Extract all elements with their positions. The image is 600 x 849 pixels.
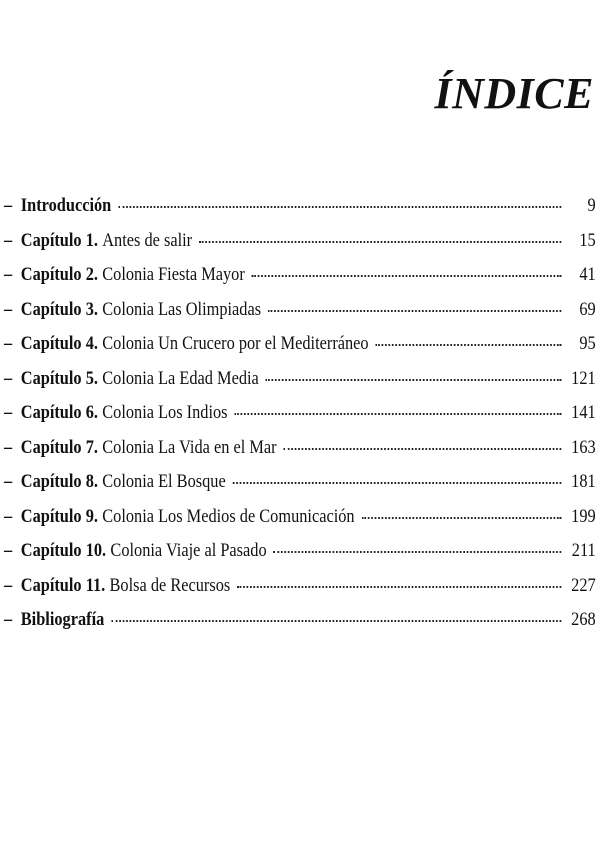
dot-leader xyxy=(375,344,561,346)
toc-entry xyxy=(4,196,596,231)
toc-entry xyxy=(4,576,596,611)
page-title: ÍNDICE xyxy=(434,69,594,118)
toc-entry xyxy=(4,403,596,438)
toc-entry xyxy=(4,231,596,266)
toc-entry xyxy=(4,438,596,473)
toc-entry-page-number: 15 xyxy=(579,229,596,251)
toc-entry-page-number: 163 xyxy=(571,436,596,458)
toc-entry-heading: Capítulo 2. xyxy=(20,264,98,285)
toc-entry-title: Colonia La Edad Media xyxy=(102,367,259,389)
toc-entry-heading: Capítulo 7. xyxy=(20,436,98,458)
toc-entry-title: Colonia La Vida en el Mar xyxy=(102,436,277,458)
toc-entry-dash: – xyxy=(4,471,13,492)
dot-leader xyxy=(361,517,561,519)
toc-entry-page-number: 211 xyxy=(571,540,596,561)
dot-leader xyxy=(233,482,562,484)
dot-leader xyxy=(266,379,562,381)
toc-entry-heading: Capítulo 9. xyxy=(20,505,98,527)
dot-leader xyxy=(252,275,562,277)
toc-entry-dash: – xyxy=(4,540,13,561)
toc-entry-title: Bolsa de Recursos xyxy=(109,574,231,596)
dot-leader xyxy=(111,620,561,622)
toc-entry-dash: – xyxy=(4,333,13,354)
dot-leader xyxy=(199,241,561,243)
dot-leader xyxy=(118,206,561,208)
toc-entry-dash: – xyxy=(4,436,13,458)
toc-entry-title: Colonia Fiesta Mayor xyxy=(102,264,245,285)
toc-entry-page-number: 9 xyxy=(587,195,596,216)
toc-entry xyxy=(4,610,596,645)
toc-entry-title: Colonia Los Medios de Comunicación xyxy=(102,505,355,527)
toc-entry-title: Colonia Un Crucero por el Mediterráneo xyxy=(102,333,369,354)
toc-entry-title: Colonia Viaje al Pasado xyxy=(110,540,267,561)
toc-entry-page-number: 227 xyxy=(571,574,596,596)
dot-leader xyxy=(283,448,561,450)
table-of-contents xyxy=(4,196,596,645)
toc-entry xyxy=(4,369,596,404)
toc-entry-dash: – xyxy=(4,298,13,320)
toc-entry-heading: Capítulo 3. xyxy=(20,298,98,320)
toc-entry-title: Colonia El Bosque xyxy=(102,471,226,492)
toc-entry-dash: – xyxy=(4,367,13,389)
toc-entry-heading: Capítulo 8. xyxy=(20,471,98,492)
toc-entry-dash: – xyxy=(4,229,13,251)
toc-entry-heading: Capítulo 10. xyxy=(20,540,107,561)
toc-entry-page-number: 199 xyxy=(571,505,596,527)
toc-entry-heading: Introducción xyxy=(20,195,112,216)
toc-entry-dash: – xyxy=(4,505,13,527)
toc-entry-page-number: 69 xyxy=(579,298,596,320)
toc-entry-heading: Capítulo 5. xyxy=(20,367,98,389)
toc-entry-heading: Capítulo 4. xyxy=(20,333,98,354)
toc-entry xyxy=(4,541,596,576)
toc-entry-page-number: 181 xyxy=(571,471,596,492)
toc-entry-dash: – xyxy=(4,609,13,630)
dot-leader xyxy=(237,586,561,588)
dot-leader xyxy=(234,413,561,415)
toc-entry-heading: Bibliografía xyxy=(20,609,105,630)
toc-entry-dash: – xyxy=(4,195,13,216)
dot-leader xyxy=(274,551,562,553)
toc-entry xyxy=(4,507,596,542)
toc-entry-heading: Capítulo 6. xyxy=(20,402,98,423)
toc-entry-page-number: 95 xyxy=(579,333,596,354)
toc-entry-title: Colonia Las Olimpiadas xyxy=(102,298,262,320)
toc-entry-title: Colonia Los Indios xyxy=(102,402,228,423)
toc-entry-dash: – xyxy=(4,402,13,423)
dot-leader xyxy=(268,310,561,312)
toc-entry xyxy=(4,472,596,507)
toc-entry xyxy=(4,334,596,369)
toc-entry-page-number: 141 xyxy=(571,402,596,423)
toc-entry xyxy=(4,300,596,335)
toc-entry-page-number: 268 xyxy=(571,609,596,630)
toc-entry-page-number: 41 xyxy=(579,264,596,285)
toc-entry-page-number: 121 xyxy=(571,367,596,389)
toc-entry-dash: – xyxy=(4,264,13,285)
toc-entry-heading: Capítulo 1. xyxy=(20,229,98,251)
toc-entry-heading: Capítulo 11. xyxy=(20,574,106,596)
toc-entry-title: Antes de salir xyxy=(102,229,193,251)
toc-entry xyxy=(4,265,596,300)
toc-entry-dash: – xyxy=(4,574,13,596)
